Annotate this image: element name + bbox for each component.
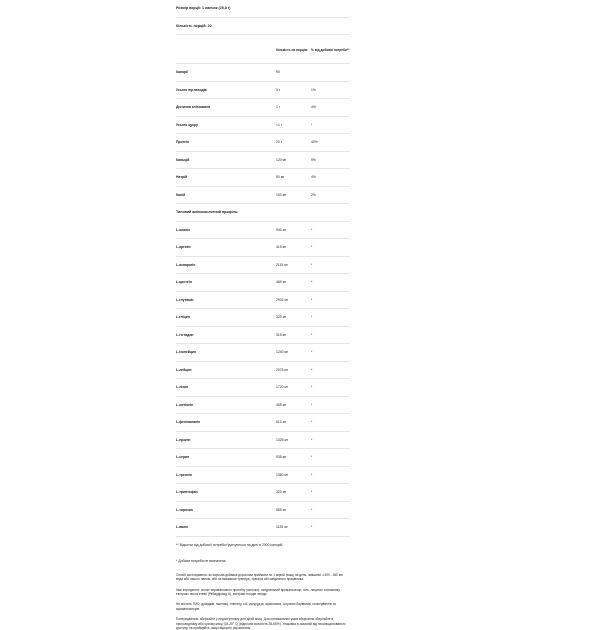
table-row — [176, 117, 350, 135]
row-name: L-пролін — [176, 437, 191, 442]
row-daily-value: * — [311, 385, 313, 389]
row-amount: 90 — [276, 70, 280, 74]
amino-profile-title: Типовий амінокислотний профіль: — [176, 204, 350, 222]
row-name: Кальцій — [176, 157, 190, 162]
row-daily-value: * — [311, 420, 313, 424]
row-amount: 315 мг — [276, 332, 287, 337]
row-name: Калій — [176, 192, 186, 197]
row-daily-value: * — [311, 227, 313, 232]
footnote-not-established: * Добова потреба не визначена. — [176, 559, 227, 564]
row-name: L-тирозин — [176, 507, 193, 512]
row-daily-value: * — [311, 455, 313, 459]
table-row — [176, 292, 350, 310]
row-daily-value: * — [311, 490, 313, 494]
table-row — [176, 64, 350, 82]
row-daily-value: * — [311, 332, 313, 337]
row-daily-value: 4% — [311, 105, 316, 109]
table-row — [176, 82, 350, 100]
row-daily-value: 4% — [311, 175, 316, 179]
row-daily-value: * — [311, 122, 313, 127]
row-daily-value: * — [311, 437, 313, 442]
row-name: Натрій — [176, 175, 188, 179]
row-daily-value: * — [311, 245, 313, 249]
table-row — [176, 309, 350, 327]
table-row — [176, 519, 350, 537]
table-row — [176, 239, 350, 257]
row-amount: 405 мг — [276, 402, 287, 407]
row-daily-value: * — [311, 525, 313, 529]
row-name: L-лейцин — [176, 367, 192, 372]
column-daily-value: % від добової потреби** — [311, 48, 350, 52]
other-ingredients: Інші інгредієнти: ізолят сироваткового протеїну (молоко), натуральний ароматизатор, сіль, лецитин соняшнику, екстракт листя стевії (Ребаудіозид А), екстракт плодів ченіди. — [176, 587, 341, 596]
table-row — [176, 432, 350, 450]
row-amount: 320 мг — [276, 490, 287, 494]
table-row — [176, 187, 350, 205]
row-daily-value: 2% — [311, 192, 316, 197]
row-name: Усього вуглеводів — [176, 87, 207, 92]
row-name: L-фенілаланін — [176, 420, 201, 424]
table-row — [176, 449, 350, 467]
table-row — [176, 362, 350, 380]
servings-per-container: Кількість порцій: 20 — [176, 18, 350, 36]
table-row — [176, 222, 350, 240]
table-row — [176, 344, 350, 362]
row-name: L-метіонін — [176, 402, 194, 407]
row-amount: 320 мг — [276, 315, 287, 319]
row-name: L-лізин — [176, 385, 189, 389]
row-amount: 1360 мг — [276, 472, 289, 477]
row-amount: 940 мг — [276, 227, 287, 232]
table-row — [176, 379, 350, 397]
table-row — [176, 414, 350, 432]
usage-directions: Спосіб застосування: як харчова добавка дорослим приймати по 1 мірній ложці на день, змішаної з 300 - 360 мл води або іншого напою, або за вказівкою тренера, трекера або медичного працівника. — [176, 572, 343, 582]
row-name: L-цистеїн — [176, 280, 192, 284]
row-amount: 100 мг — [276, 192, 287, 197]
row-name: Усього цукру — [176, 122, 198, 127]
row-amount: 1720 мг — [276, 385, 289, 389]
row-amount: 2075 мг — [276, 367, 289, 372]
row-daily-value: * — [311, 507, 313, 512]
row-daily-value: * — [311, 367, 313, 372]
footnote-daily-value: ** Відсотки від добової потреби ґрунтуються на дієті в 2000 калорій. — [176, 542, 284, 547]
free-of-statement: Не містить ГМО, дріжджів, пшениці, глютену, сої, кукурудзи, арахісових, штучних барвників, консервантів та ароматизаторів. — [176, 602, 336, 611]
table-row — [176, 327, 350, 345]
row-amount: 2932 мг — [276, 297, 289, 302]
row-amount: 90 мг — [276, 175, 285, 179]
row-amount: 1325 мг — [276, 437, 289, 442]
row-daily-value: * — [311, 350, 313, 354]
row-daily-value: * — [311, 472, 313, 477]
row-name: Дієтична клітковина — [176, 105, 211, 109]
nutrition-facts — [176, 0, 350, 630]
table-row — [176, 467, 350, 485]
row-daily-value: * — [311, 280, 313, 284]
row-amount: 3 г — [276, 87, 281, 92]
table-row — [176, 502, 350, 520]
row-daily-value: 40% — [311, 140, 318, 144]
serving-size: Розмір порції: 1 ланчик (25,8 г) — [176, 0, 350, 18]
column-amount: Кількість на порцію — [276, 48, 308, 52]
amino-rows — [176, 222, 350, 537]
row-name: L-гістидин — [176, 332, 194, 337]
row-daily-value: 1% — [311, 87, 316, 92]
row-name: L-ізолейцин — [176, 350, 197, 354]
row-name: L-треонін — [176, 472, 192, 477]
table-row — [176, 484, 350, 502]
row-amount: <1 г — [276, 122, 283, 127]
table-row — [176, 397, 350, 415]
table-row — [176, 274, 350, 292]
row-daily-value: * — [311, 262, 313, 267]
table-row — [176, 257, 350, 275]
row-amount: 1 г — [276, 105, 281, 109]
row-name: L-гліцин — [176, 315, 190, 319]
row-amount: 1125 мг — [276, 525, 288, 529]
row-name: L-валін — [176, 525, 189, 529]
row-daily-value: * — [311, 297, 313, 302]
row-daily-value: 9% — [311, 157, 316, 162]
row-name: Протеїн — [176, 140, 190, 144]
row-name: L-глутамін — [176, 297, 194, 302]
row-amount: 1240 мг — [276, 350, 289, 354]
row-amount: 469 мг — [276, 280, 287, 284]
table-row — [176, 99, 350, 117]
table-row — [176, 169, 350, 187]
row-daily-value: * — [311, 315, 313, 319]
row-name: L-аргінін — [176, 245, 191, 249]
row-name: L-триптофан — [176, 490, 198, 494]
warning: Попередження: зберігайте у недоступному для дітей місці. Для оптимальних умов зберігання зберігайте в прохолодному або сухому місці (15-25° C) (відносна вологість 35-65%). Упаковка в захисній від несанкціонованого доступу, не приймайте, якщо відсутнє ущільнення. — [176, 617, 346, 630]
row-amount: 610 мг — [276, 420, 287, 424]
nutrient-rows — [176, 64, 350, 204]
row-daily-value — [311, 64, 350, 81]
row-name: L-аспарагін — [176, 262, 196, 267]
row-amount: 20 г — [276, 140, 282, 144]
row-amount: 585 мг — [276, 507, 287, 512]
row-amount: 935 мг — [276, 455, 287, 459]
row-name: L-аланін — [176, 227, 191, 232]
row-amount: 2115 мг — [276, 262, 288, 267]
row-name: L-серин — [176, 455, 190, 459]
table-row — [176, 134, 350, 152]
row-amount: 120 мг — [276, 157, 287, 162]
table-header — [176, 35, 350, 64]
row-amount: 415 мг — [276, 245, 287, 249]
row-daily-value: * — [311, 402, 313, 407]
row-name: Калорії — [176, 70, 189, 74]
table-row — [176, 152, 350, 170]
